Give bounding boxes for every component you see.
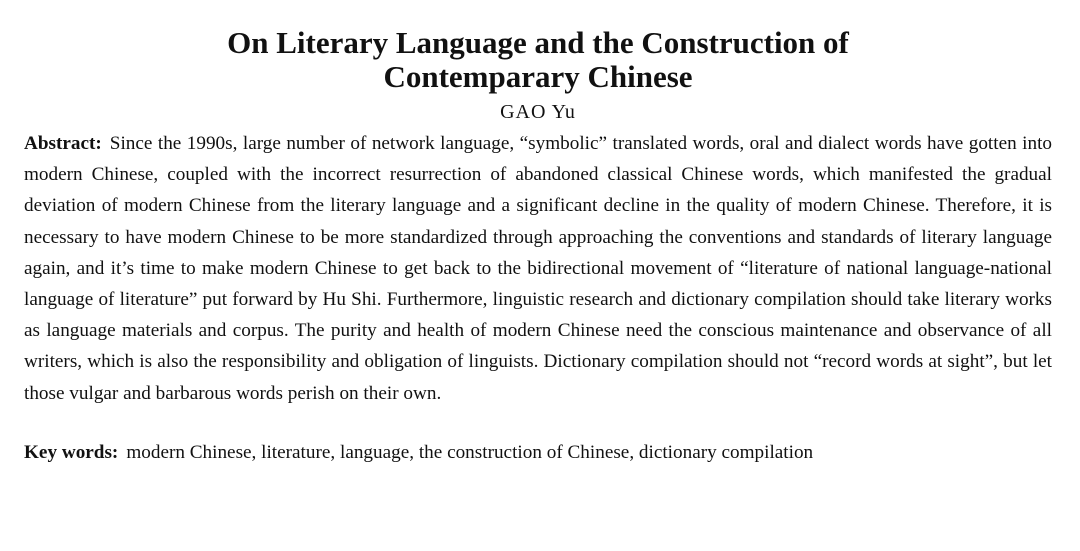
keywords-section (24, 437, 1052, 468)
paper-title (24, 26, 1052, 94)
paper-author: GAO Yu (500, 101, 576, 123)
abstract-label: Abstract: (24, 133, 102, 154)
keywords-label: Key words: (24, 441, 119, 463)
abstract-section (24, 128, 1052, 409)
paper-page (24, 26, 1052, 468)
paper-title-line-2: Contemparary Chinese (383, 59, 693, 94)
keywords-text: modern Chinese, literature, language, the construction of Chinese, dictionary compilation (126, 441, 814, 463)
paper-title-line-1: On Literary Language and the Construction of (227, 25, 849, 60)
abstract-text: Since the 1990s, large number of network language, “symbolic” translated words, oral and dialect words have gotten into modern Chinese, coupled with the incorrect resurrection of abandoned classical Chinese words, which manifested the gradual deviation of modern Chinese from the literary language and a significant decline in the quality of modern Chinese. Therefore, it is necessary to have modern Chinese to be more standardized through approaching the conventions and standards of literary language again, and it’s time to make modern Chinese to get back to the bidirectional movement of “literature of national language-national language of literature” put forward by Hu Shi. Furthermore, linguistic research and dictionary compilation should take literary works as language materials and corpus. The purity and health of modern Chinese need the conscious maintenance and observance of all writers, which is also the responsibility and obligation of linguists. Dictionary compilation should not “record words at sight”, but let those vulgar and barbarous words perish on their own. (24, 133, 1052, 404)
